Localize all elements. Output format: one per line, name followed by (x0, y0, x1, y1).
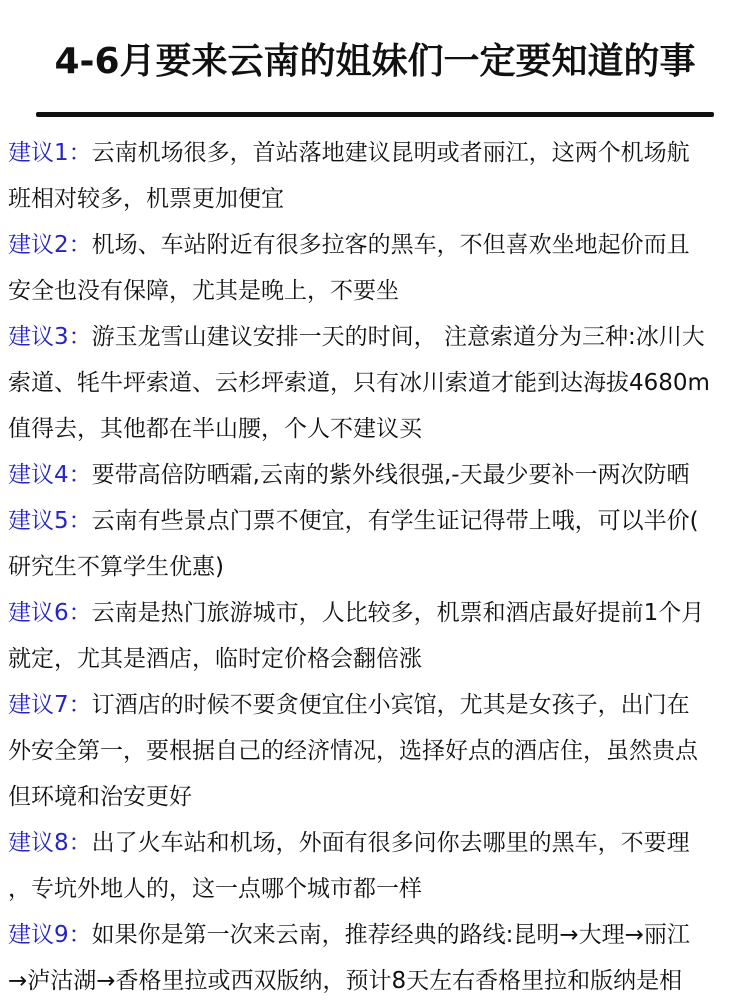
tip-item (8, 314, 744, 452)
tip-line (8, 866, 744, 912)
tip-label: 建议8： (8, 830, 92, 856)
tip-line (8, 314, 744, 360)
tip-line (8, 728, 744, 774)
tip-line (8, 130, 744, 176)
tip-label: 建议7： (8, 692, 92, 718)
tip-text: 班相对较多，机票更加便宜 (8, 186, 284, 212)
tip-line (8, 498, 744, 544)
tip-item (8, 912, 744, 1004)
tip-item (8, 682, 744, 820)
tip-text: 外安全第一，要根据自己的经济情况，选择好点的酒店住，虽然贵点 (8, 738, 698, 764)
tip-line (8, 544, 744, 590)
tip-label: 建议4： (8, 462, 92, 488)
tip-text: ，专坑外地人的，这一点哪个城市都一样 (8, 876, 422, 902)
tip-text: 云南有些景点门票不便宜，有学生证记得带上哦，可以半价( (91, 508, 699, 534)
tip-text: 研究生不算学生优惠) (8, 554, 224, 580)
tip-text: 值得去，其他都在半山腰，个人不建议买 (8, 416, 422, 442)
tip-label: 建议1： (8, 140, 92, 166)
tip-line (8, 360, 744, 406)
tip-line (8, 912, 744, 958)
tip-line (8, 176, 744, 222)
tip-text: →泸沽湖→香格里拉或西双版纳，预计8天左右香格里拉和版纳是相 (8, 968, 683, 994)
tip-line (8, 636, 744, 682)
tip-item (8, 590, 744, 682)
tip-line (8, 268, 744, 314)
tip-label: 建议6： (8, 600, 92, 626)
tip-line (8, 774, 744, 820)
tip-label: 建议9： (8, 922, 92, 948)
tip-text: 订酒店的时候不要贪便宜住小宾馆，尤其是女孩子，出门在 (91, 692, 690, 718)
tip-item (8, 452, 744, 498)
tip-text: 如果你是第一次来云南，推荐经典的路线:昆明→大理→丽江 (91, 922, 690, 948)
tip-text: 出了火车站和机场，外面有很多问你去哪里的黑车，不要理 (91, 830, 690, 856)
tip-text: 云南机场很多，首站落地建议昆明或者丽江，这两个机场航 (91, 140, 690, 166)
tip-text: 要带高倍防晒霜,云南的紫外线很强,-天最少要补一两次防晒 (91, 462, 690, 488)
tip-item (8, 498, 744, 590)
title-divider (36, 112, 714, 117)
tip-text: 但环境和治安更好 (8, 784, 192, 810)
tip-item (8, 130, 744, 222)
tip-line (8, 406, 744, 452)
tip-label: 建议3： (8, 324, 92, 350)
tip-line (8, 820, 744, 866)
tip-text: 安全也没有保障，尤其是晚上，不要坐 (8, 278, 399, 304)
tip-text: 就定，尤其是酒店，临时定价格会翻倍涨 (8, 646, 422, 672)
tip-item (8, 222, 744, 314)
tip-text: 游玉龙雪山建议安排一天的时间， 注意索道分为三种:冰川大 (91, 324, 705, 350)
tip-line (8, 958, 744, 1004)
tip-line (8, 452, 744, 498)
tip-line (8, 682, 744, 728)
tip-line (8, 590, 744, 636)
tip-text: 机场、车站附近有很多拉客的黑车，不但喜欢坐地起价而且 (91, 232, 690, 258)
tip-line (8, 222, 744, 268)
tip-text: 云南是热门旅游城市，人比较多，机票和酒店最好提前1个月 (91, 600, 705, 626)
tip-text: 索道、牦牛坪索道、云杉坪索道，只有冰川索道才能到达海拔4680m (8, 370, 710, 396)
tip-item (8, 820, 744, 912)
page-title: 4-6月要来云南的姐妹们一定要知道的事 (54, 41, 696, 82)
tip-label: 建议5： (8, 508, 92, 534)
tip-label: 建议2： (8, 232, 92, 258)
tips-list (8, 130, 744, 1004)
